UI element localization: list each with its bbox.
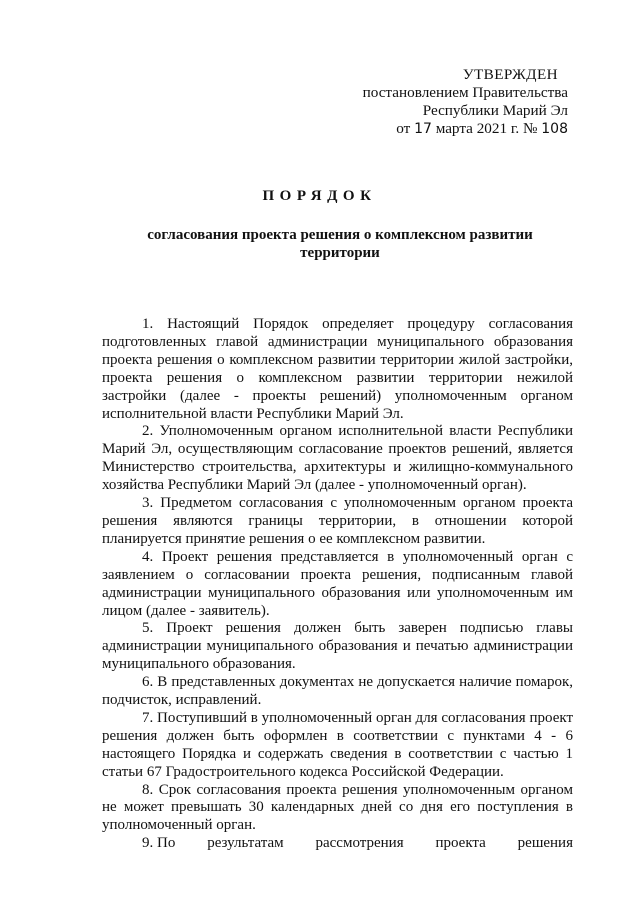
document-title: ПОРЯДОК	[262, 188, 377, 204]
paragraph-3: 3. Предметом согласования с уполномоченным органом проекта решения являются границы территории, в отношении которой планируется принятие решения о ее комплексном развитии.	[102, 495, 573, 547]
paragraph-6: 6. В представленных документах не допускается наличие помарок, подчисток, исправлений.	[102, 674, 573, 709]
approval-block	[363, 66, 568, 138]
approval-title: УТВЕРЖДЕН	[462, 66, 558, 83]
word: проекта	[435, 835, 486, 852]
decree-number: 108	[541, 121, 568, 137]
word: решения	[517, 835, 573, 852]
approval-date-line	[363, 120, 568, 138]
paragraph-9-start	[102, 835, 573, 853]
date-prefix: от	[396, 120, 411, 137]
paragraph-4: 4. Проект решения представляется в уполномоченный орган с заявлением о согласовании проекта решения, подписанным главой администрации муниципального образования или уполномоченным им лицом (далее - заявитель).	[102, 548, 573, 619]
word: результатам	[207, 835, 284, 852]
approval-line-2: Республики Марий Эл	[422, 102, 568, 119]
paragraph-8: 8. Срок согласования проекта решения уполномоченным органом не может превышать 30 календарных дней со дня его поступления в уполномоченный орган.	[102, 781, 573, 834]
word: рассмотрения	[315, 835, 404, 852]
paragraph-2: 2. Уполномоченным органом исполнительной власти Республики Марий Эл, осуществляющим согласование проектов решений, является Министерство строительства, архитектуры и жилищно-коммунального хозяйства Республики Марий Эл (далее - уполномоченный орган).	[102, 423, 573, 494]
paragraph-1: 1. Настоящий Порядок определяет процедуру согласования подготовленных главой администрации муниципального образования проекта решения о комплексном развитии территории жилой застройки, проекта решения о комплексном развитии территории нежилой застройки (далее - проекты решений) уполномоченным органом исполнительной власти Республики Марий Эл.	[102, 316, 573, 422]
document-body	[102, 316, 573, 853]
paragraph-5: 5. Проект решения должен быть заверен подписью главы администрации муниципального образования и печатью администрации муниципального образования.	[102, 620, 573, 673]
date-rest: марта 2021 г. №	[435, 120, 538, 137]
document-subtitle: согласования проекта решения о комплексном развитии территории	[147, 227, 533, 261]
date-day: 17	[414, 121, 432, 137]
word: 9. По	[142, 835, 176, 852]
paragraph-7: 7. Поступивший в уполномоченный орган для согласования проект решения должен быть оформлен в соответствии с пунктами 4 - 6 настоящего Порядка и содержать сведения в соответствии с частью 1 статьи 67 Градостроительного кодекса Российской Федерации.	[102, 709, 573, 780]
approval-line-1: постановлением Правительства	[362, 84, 568, 101]
